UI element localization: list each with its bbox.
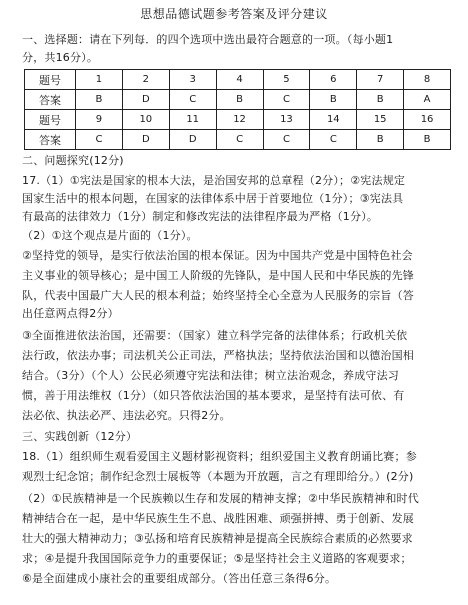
answer-cell: C [169, 90, 216, 110]
answer-label: 答案 [25, 90, 76, 110]
answer-cell: B [216, 90, 263, 110]
table-row-questions-2 [25, 110, 451, 130]
paragraph-line: 观烈士纪念馆；制作纪念烈士展板等（本题为开放题，言之有理即给分。）(2分) [22, 470, 414, 483]
paragraph-line: 精神结合在一起，是中华民族生生不息、战胜困难、顽强拼搏、勇于创新、发展 [22, 512, 414, 525]
paragraph-line: 17.（1）①宪法是国家的根本大法，是治国安邦的总章程（2分）；②宪法规定 [22, 174, 406, 187]
answer-cell: C [263, 90, 310, 110]
paragraph-line: 法必依、执法必严、违法必究。只得2分。 [22, 409, 231, 422]
section2-heading: 二、问题探究(12分) [22, 154, 124, 167]
paragraph-line: 有最高的法律效力（1分）制定和修改宪法的法律程序最为严格（1分）。 [22, 210, 379, 223]
question-number: 12 [216, 110, 263, 130]
question-number: 14 [310, 110, 357, 130]
paragraph-line: 求；④是提升我国国际竞争力的重要保证；⑤是坚持社会主义道路的客观要求； [22, 552, 412, 565]
answer-cell: A [404, 90, 451, 110]
paragraph-line: 18.（1）组织师生观看爱国主义题材影视资料；组织爱国主义教育朗诵比赛；参 [22, 450, 417, 463]
answer-cell: B [357, 90, 404, 110]
question-number: 13 [263, 110, 310, 130]
question-number-label: 题号 [25, 70, 76, 90]
table-row-answers-2 [25, 130, 451, 150]
answer-label: 答案 [25, 130, 76, 150]
answer-cell: C [310, 130, 357, 150]
answer-cell: B [76, 90, 123, 110]
paragraph-line: ③全面推进依法治国，还需要：（国家）建立科学完备的法律体系；行政机关依 [22, 329, 408, 342]
paragraph-line: 壮大的强大精神动力；③弘扬和培育民族精神是提高全民族综合素质的必然要求 [22, 532, 413, 545]
question-number: 6 [310, 70, 357, 90]
answer-cell: B [404, 130, 451, 150]
section3-heading: 三、实践创新（12分） [22, 430, 138, 443]
paragraph-line: 队，代表中国最广大人民的根本利益；始终坚持全心全意为人民服务的宗旨（答 [22, 289, 414, 302]
section1-instruction-line2: 分，共16分）。 [22, 51, 99, 64]
question-number-label: 题号 [25, 110, 76, 130]
paragraph-line: （2）①这个观点是片面的（1分）。 [22, 229, 198, 242]
paragraph-line: ⑥是全面建成小康社会的重要组成部分。（答出任意三条得6分。 [22, 572, 337, 585]
answer-cell: B [310, 90, 357, 110]
question-number: 10 [122, 110, 169, 130]
answer-cell: D [122, 130, 169, 150]
paragraph-line: 出任意两点得2分） [22, 307, 119, 320]
question-number: 11 [169, 110, 216, 130]
question-number: 3 [169, 70, 216, 90]
section1-instruction-line1: 一、选择题：请在下列每．的四个选项中选出最符合题意的一项。（每小题1 [22, 33, 394, 46]
paragraph-line: 国家生活中的根本问题，在国家的法律体系中居于首要地位（1分）；③宪法具 [22, 192, 404, 205]
document-title: 思想品德试题参考答案及评分建议 [140, 7, 328, 21]
answer-cell: B [357, 130, 404, 150]
table-row-answers-1 [25, 90, 451, 110]
paragraph-line: 结合。（3分）（个人）公民必须遵守宪法和法律；树立法治观念，养成守法习 [22, 369, 399, 382]
question-number: 15 [357, 110, 404, 130]
paragraph-line: （2）①民族精神是一个民族赖以生存和发展的精神支撑；②中华民族精神和时代 [22, 492, 419, 505]
answer-cell: D [169, 130, 216, 150]
question-number: 2 [122, 70, 169, 90]
answer-cell: C [76, 130, 123, 150]
question-number: 4 [216, 70, 263, 90]
question-number: 8 [404, 70, 451, 90]
answer-cell: C [216, 130, 263, 150]
question-number: 5 [263, 70, 310, 90]
answer-table [24, 69, 451, 150]
paragraph-line: 惯，善于用法维权（1分）（如只答依法治国的基本要求，是坚持有法可依、有 [22, 389, 405, 402]
question-number: 7 [357, 70, 404, 90]
paragraph-line: 主义事业的领导核心；是中国工人阶级的先锋队，是中国人民和中华民族的先锋 [22, 269, 414, 282]
paragraph-line: 法行政，依法办事；司法机关公正司法，严格执法；坚持依法治国和以德治国相 [22, 349, 414, 362]
question-number: 16 [404, 110, 451, 130]
question-number: 9 [76, 110, 123, 130]
table-row-questions-1 [25, 70, 451, 90]
paragraph-line: ②坚持党的领导，是实行依法治国的根本保证。因为中国共产党是中国特色社会 [22, 249, 413, 262]
answer-cell: D [122, 90, 169, 110]
question-number: 1 [76, 70, 123, 90]
answer-cell: C [263, 130, 310, 150]
